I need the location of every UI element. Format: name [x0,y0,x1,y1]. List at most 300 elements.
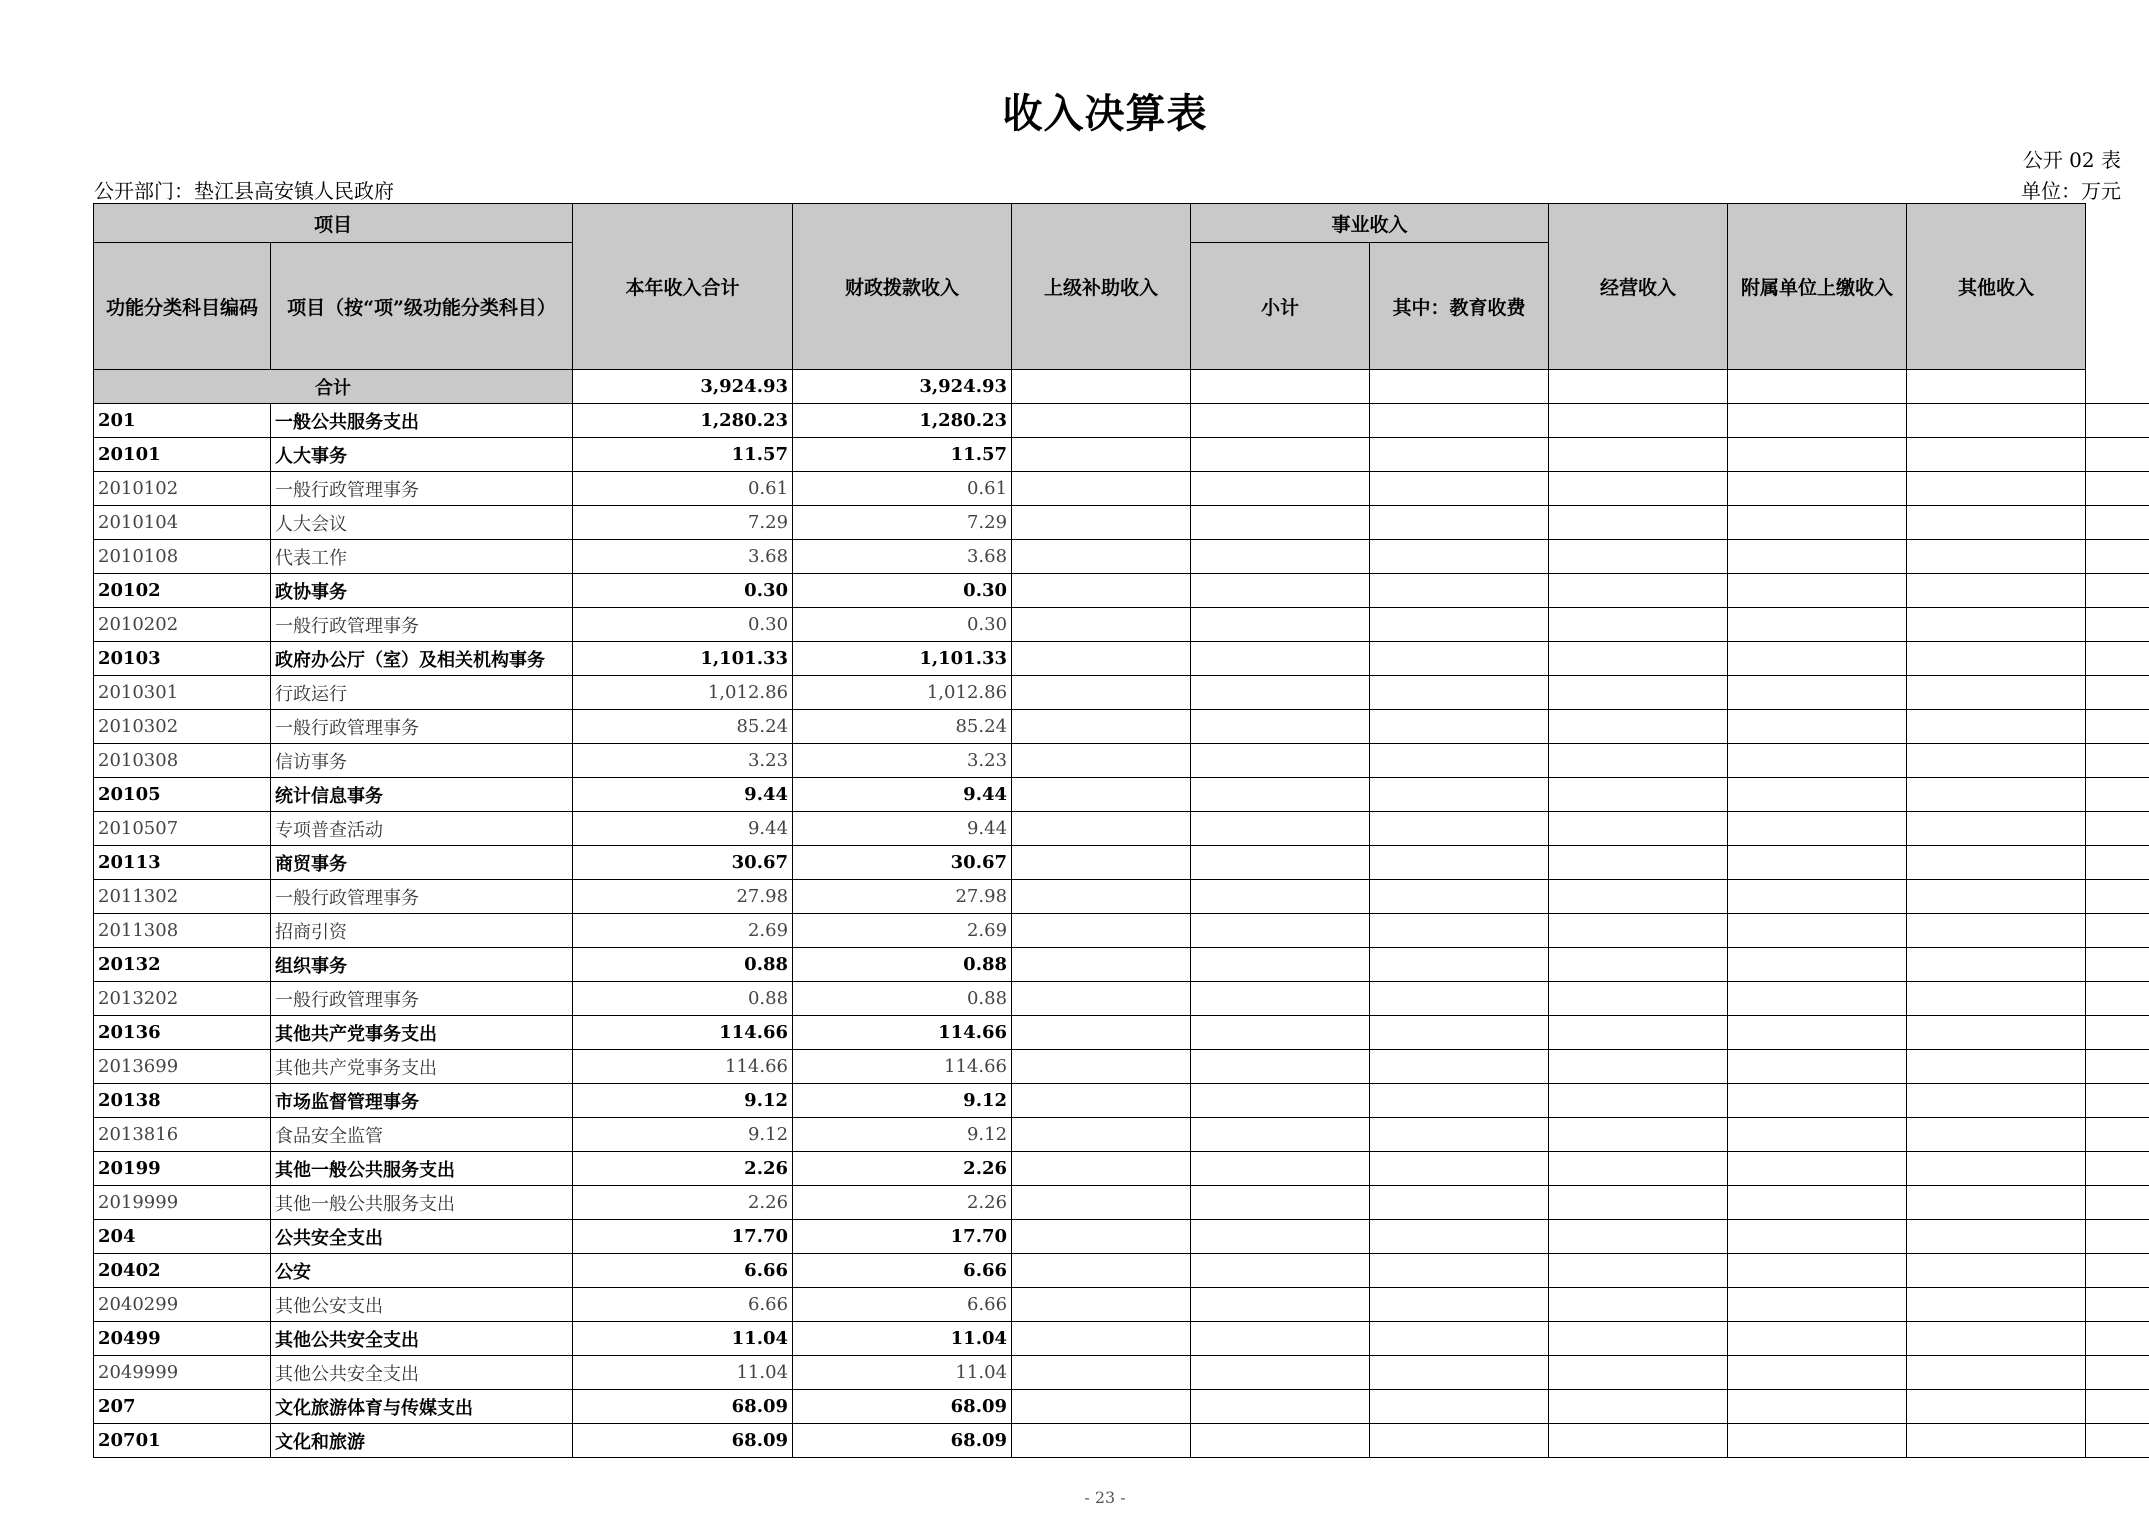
empty-cell [1012,744,1191,778]
empty-cell [1012,506,1191,540]
row-fiscal: 0.88 [793,982,1012,1016]
empty-cell [1191,846,1370,880]
empty-cell [1907,948,2086,982]
empty-cell [1191,1424,1370,1458]
empty-cell [1191,1220,1370,1254]
empty-cell [1191,676,1370,710]
empty-cell [1191,370,1370,404]
empty-cell [1012,1254,1191,1288]
empty-cell [2086,914,2149,948]
empty-cell [1728,1220,1907,1254]
empty-cell [1728,404,1907,438]
empty-cell [1370,982,1549,1016]
row-total-income: 9.12 [573,1084,793,1118]
empty-cell [1370,574,1549,608]
row-total-income: 114.66 [573,1050,793,1084]
empty-cell [1549,574,1728,608]
table-row [94,846,2149,880]
empty-cell [1907,1016,2086,1050]
row-name: 食品安全监管 [271,1118,573,1152]
empty-cell [1728,540,1907,574]
table-row [94,778,2149,812]
empty-cell [1191,404,1370,438]
empty-cell [1728,472,1907,506]
row-code: 2011302 [94,880,271,914]
table-row [94,1050,2149,1084]
empty-cell [1728,1050,1907,1084]
empty-cell [2086,744,2149,778]
table-row [94,540,2149,574]
table-row [94,1152,2149,1186]
empty-cell [1370,1186,1549,1220]
empty-cell [1907,880,2086,914]
empty-cell [1370,370,1549,404]
empty-cell [1370,1220,1549,1254]
empty-cell [1012,608,1191,642]
row-name: 一般行政管理事务 [271,880,573,914]
empty-cell [1012,1050,1191,1084]
empty-cell [1191,812,1370,846]
empty-cell [1370,880,1549,914]
empty-cell [1549,1050,1728,1084]
empty-cell [1370,1356,1549,1390]
row-code: 2019999 [94,1186,271,1220]
empty-cell [1012,1424,1191,1458]
row-code: 2010102 [94,472,271,506]
row-name: 代表工作 [271,540,573,574]
row-fiscal: 6.66 [793,1288,1012,1322]
row-code: 2010507 [94,812,271,846]
empty-cell [1370,1254,1549,1288]
empty-cell [1728,506,1907,540]
empty-cell [2086,642,2149,676]
empty-cell [2086,574,2149,608]
empty-cell [1370,676,1549,710]
row-name: 政府办公厅（室）及相关机构事务 [271,642,573,676]
header-func-code: 功能分类科目编码 [94,243,271,370]
row-total-income: 17.70 [573,1220,793,1254]
row-name: 其他共产党事务支出 [271,1050,573,1084]
empty-cell [1191,1254,1370,1288]
empty-cell [1012,778,1191,812]
empty-cell [1907,812,2086,846]
row-code: 2049999 [94,1356,271,1390]
row-name: 一般行政管理事务 [271,472,573,506]
row-name: 人大会议 [271,506,573,540]
empty-cell [1012,1322,1191,1356]
empty-cell [1728,914,1907,948]
empty-cell [1370,1288,1549,1322]
empty-cell [2086,1254,2149,1288]
table-row [94,948,2149,982]
row-name: 市场监督管理事务 [271,1084,573,1118]
table-row [94,1288,2149,1322]
empty-cell [1370,438,1549,472]
total-label: 合计 [94,370,573,404]
row-name: 其他公共安全支出 [271,1322,573,1356]
table-row [94,1084,2149,1118]
empty-cell [2086,438,2149,472]
row-code: 2013202 [94,982,271,1016]
row-fiscal: 11.04 [793,1356,1012,1390]
empty-cell [1370,812,1549,846]
row-name: 一般公共服务支出 [271,404,573,438]
row-total-income: 68.09 [573,1390,793,1424]
empty-cell [1728,1322,1907,1356]
empty-cell [1549,1186,1728,1220]
row-name: 其他一般公共服务支出 [271,1152,573,1186]
row-total-income: 11.57 [573,438,793,472]
empty-cell [1907,1152,2086,1186]
row-code: 2010301 [94,676,271,710]
empty-cell [1370,1322,1549,1356]
empty-cell [1728,1390,1907,1424]
empty-cell [1907,506,2086,540]
row-fiscal: 0.30 [793,574,1012,608]
empty-cell [1907,744,2086,778]
empty-cell [2086,540,2149,574]
empty-cell [1370,1050,1549,1084]
empty-cell [1549,370,1728,404]
empty-cell [2086,1424,2149,1458]
row-total-income: 2.26 [573,1186,793,1220]
row-fiscal: 1,012.86 [793,676,1012,710]
empty-cell [1549,744,1728,778]
row-fiscal: 17.70 [793,1220,1012,1254]
row-total-income: 2.26 [573,1152,793,1186]
unit-label: 单位：万元 [2021,179,2121,203]
row-code: 20103 [94,642,271,676]
row-fiscal: 0.88 [793,948,1012,982]
empty-cell [1549,880,1728,914]
empty-cell [1191,642,1370,676]
header-business-edu: 其中：教育收费 [1370,243,1549,370]
table-row [94,1016,2149,1050]
empty-cell [1191,1084,1370,1118]
empty-cell [1191,438,1370,472]
row-name: 其他公共安全支出 [271,1356,573,1390]
empty-cell [1191,1152,1370,1186]
row-code: 20102 [94,574,271,608]
empty-cell [1907,574,2086,608]
empty-cell [1012,1220,1191,1254]
table-row [94,676,2149,710]
empty-cell [1907,404,2086,438]
empty-cell [1907,914,2086,948]
row-name: 其他公安支出 [271,1288,573,1322]
empty-cell [2086,948,2149,982]
empty-cell [2086,1118,2149,1152]
empty-cell [1012,948,1191,982]
table-row [94,438,2149,472]
row-code: 204 [94,1220,271,1254]
row-code: 2040299 [94,1288,271,1322]
row-fiscal: 7.29 [793,506,1012,540]
row-total-income: 11.04 [573,1356,793,1390]
row-name: 一般行政管理事务 [271,982,573,1016]
empty-cell [1549,1152,1728,1186]
empty-cell [1191,880,1370,914]
empty-cell [1907,1356,2086,1390]
row-fiscal: 1,101.33 [793,642,1012,676]
empty-cell [1012,982,1191,1016]
empty-cell [1191,710,1370,744]
empty-cell [1549,472,1728,506]
empty-cell [1549,1390,1728,1424]
empty-cell [1370,1424,1549,1458]
income-table [93,203,2149,1458]
empty-cell [1728,1186,1907,1220]
empty-cell [2086,1050,2149,1084]
empty-cell [1907,1254,2086,1288]
empty-cell [2086,982,2149,1016]
empty-cell [2086,1390,2149,1424]
table-row [94,982,2149,1016]
empty-cell [1549,1322,1728,1356]
row-code: 2013699 [94,1050,271,1084]
empty-cell [1012,438,1191,472]
empty-cell [1907,982,2086,1016]
empty-cell [1191,948,1370,982]
row-total-income: 6.66 [573,1288,793,1322]
empty-cell [1907,1084,2086,1118]
header-func-name: 项目（按“项”级功能分类科目） [271,243,573,370]
empty-cell [1549,438,1728,472]
row-code: 20402 [94,1254,271,1288]
empty-cell [1549,1288,1728,1322]
empty-cell [1907,1390,2086,1424]
empty-cell [2086,1084,2149,1118]
row-code: 2010108 [94,540,271,574]
empty-cell [1370,1118,1549,1152]
empty-cell [1549,948,1728,982]
header-project: 项目 [94,204,573,243]
table-row [94,1254,2149,1288]
empty-cell [1907,1322,2086,1356]
empty-cell [1370,710,1549,744]
empty-cell [1907,1186,2086,1220]
table-row [94,1322,2149,1356]
empty-cell [1549,1356,1728,1390]
total-fiscal-value: 3,924.93 [793,370,1012,404]
empty-cell [1728,1288,1907,1322]
row-total-income: 0.88 [573,948,793,982]
empty-cell [1012,1152,1191,1186]
empty-cell [1370,1016,1549,1050]
empty-cell [1191,778,1370,812]
row-total-income: 0.61 [573,472,793,506]
row-name: 专项普查活动 [271,812,573,846]
empty-cell [1549,1084,1728,1118]
empty-cell [1907,540,2086,574]
empty-cell [2086,880,2149,914]
empty-cell [1728,1424,1907,1458]
form-number: 公开 02 表 [2022,148,2121,172]
row-total-income: 68.09 [573,1424,793,1458]
empty-cell [1728,744,1907,778]
row-code: 20499 [94,1322,271,1356]
empty-cell [1549,506,1728,540]
empty-cell [1191,1390,1370,1424]
empty-cell [1549,812,1728,846]
empty-cell [1728,846,1907,880]
empty-cell [2086,1356,2149,1390]
row-code: 2010202 [94,608,271,642]
row-code: 2010308 [94,744,271,778]
empty-cell [1549,914,1728,948]
empty-cell [1191,506,1370,540]
empty-cell [1907,676,2086,710]
empty-cell [1549,778,1728,812]
empty-cell [1549,1220,1728,1254]
page-number: - 23 - [1084,1488,1126,1507]
row-fiscal: 11.04 [793,1322,1012,1356]
row-total-income: 1,101.33 [573,642,793,676]
table-row [94,880,2149,914]
empty-cell [1728,948,1907,982]
table-row [94,506,2149,540]
empty-cell [1370,608,1549,642]
empty-cell [1012,642,1191,676]
empty-cell [1728,574,1907,608]
empty-cell [1549,642,1728,676]
row-fiscal: 68.09 [793,1424,1012,1458]
empty-cell [1907,370,2086,404]
empty-cell [1907,1118,2086,1152]
empty-cell [1907,642,2086,676]
row-name: 公共安全支出 [271,1220,573,1254]
empty-cell [1191,982,1370,1016]
empty-cell [1728,1118,1907,1152]
empty-cell [2086,1322,2149,1356]
row-name: 信访事务 [271,744,573,778]
empty-cell [2086,404,2149,438]
empty-cell [1191,574,1370,608]
table-row [94,914,2149,948]
empty-cell [1012,1288,1191,1322]
row-total-income: 9.12 [573,1118,793,1152]
empty-cell [1012,370,1191,404]
empty-cell [1012,812,1191,846]
empty-cell [1549,608,1728,642]
empty-cell [1907,1288,2086,1322]
row-name: 公安 [271,1254,573,1288]
row-fiscal: 2.26 [793,1186,1012,1220]
empty-cell [1191,472,1370,506]
empty-cell [1191,1016,1370,1050]
empty-cell [2086,1220,2149,1254]
row-fiscal: 3.68 [793,540,1012,574]
row-total-income: 2.69 [573,914,793,948]
department-label: 公开部门：垫江县高安镇人民政府 [94,179,394,203]
empty-cell [1728,880,1907,914]
row-fiscal: 9.44 [793,812,1012,846]
row-fiscal: 85.24 [793,710,1012,744]
row-fiscal: 2.26 [793,1152,1012,1186]
empty-cell [2086,812,2149,846]
empty-cell [1549,1254,1728,1288]
empty-cell [1549,404,1728,438]
row-name: 文化旅游体育与传媒支出 [271,1390,573,1424]
table-row [94,472,2149,506]
row-total-income: 3.23 [573,744,793,778]
table-row [94,710,2149,744]
table-row [94,1390,2149,1424]
row-name: 招商引资 [271,914,573,948]
row-total-income: 1,012.86 [573,676,793,710]
row-name: 其他一般公共服务支出 [271,1186,573,1220]
empty-cell [1370,404,1549,438]
empty-cell [1728,1152,1907,1186]
row-name: 行政运行 [271,676,573,710]
row-name: 一般行政管理事务 [271,608,573,642]
empty-cell [1012,880,1191,914]
empty-cell [1907,1424,2086,1458]
empty-cell [1907,438,2086,472]
row-fiscal: 6.66 [793,1254,1012,1288]
empty-cell [1012,676,1191,710]
empty-cell [2086,1186,2149,1220]
empty-cell [1728,1254,1907,1288]
empty-cell [1370,914,1549,948]
row-fiscal: 9.44 [793,778,1012,812]
empty-cell [1012,1016,1191,1050]
empty-cell [1370,778,1549,812]
empty-cell [1370,1152,1549,1186]
empty-cell [1728,710,1907,744]
row-total-income: 11.04 [573,1322,793,1356]
empty-cell [1728,982,1907,1016]
table-row [94,1220,2149,1254]
header-fiscal: 财政拨款收入 [793,204,1012,370]
row-total-income: 1,280.23 [573,404,793,438]
row-fiscal: 3.23 [793,744,1012,778]
empty-cell [1012,1186,1191,1220]
row-code: 20105 [94,778,271,812]
empty-cell [2086,710,2149,744]
row-fiscal: 9.12 [793,1084,1012,1118]
empty-cell [1728,812,1907,846]
empty-cell [1907,472,2086,506]
table-row [94,1186,2149,1220]
empty-cell [1370,1084,1549,1118]
empty-cell [1370,846,1549,880]
empty-cell [1012,404,1191,438]
empty-cell [1370,472,1549,506]
empty-cell [1728,1356,1907,1390]
row-fiscal: 114.66 [793,1050,1012,1084]
row-name: 组织事务 [271,948,573,982]
row-name: 其他共产党事务支出 [271,1016,573,1050]
empty-cell [1191,744,1370,778]
row-total-income: 6.66 [573,1254,793,1288]
empty-cell [1012,540,1191,574]
empty-cell [1012,472,1191,506]
empty-cell [1012,1390,1191,1424]
empty-cell [2086,1152,2149,1186]
row-total-income: 85.24 [573,710,793,744]
row-code: 20138 [94,1084,271,1118]
empty-cell [1907,1050,2086,1084]
empty-cell [2086,846,2149,880]
empty-cell [1191,1288,1370,1322]
table-row [94,1356,2149,1390]
row-name: 一般行政管理事务 [271,710,573,744]
empty-cell [1370,1390,1549,1424]
row-code: 20136 [94,1016,271,1050]
row-fiscal: 1,280.23 [793,404,1012,438]
empty-cell [1728,778,1907,812]
